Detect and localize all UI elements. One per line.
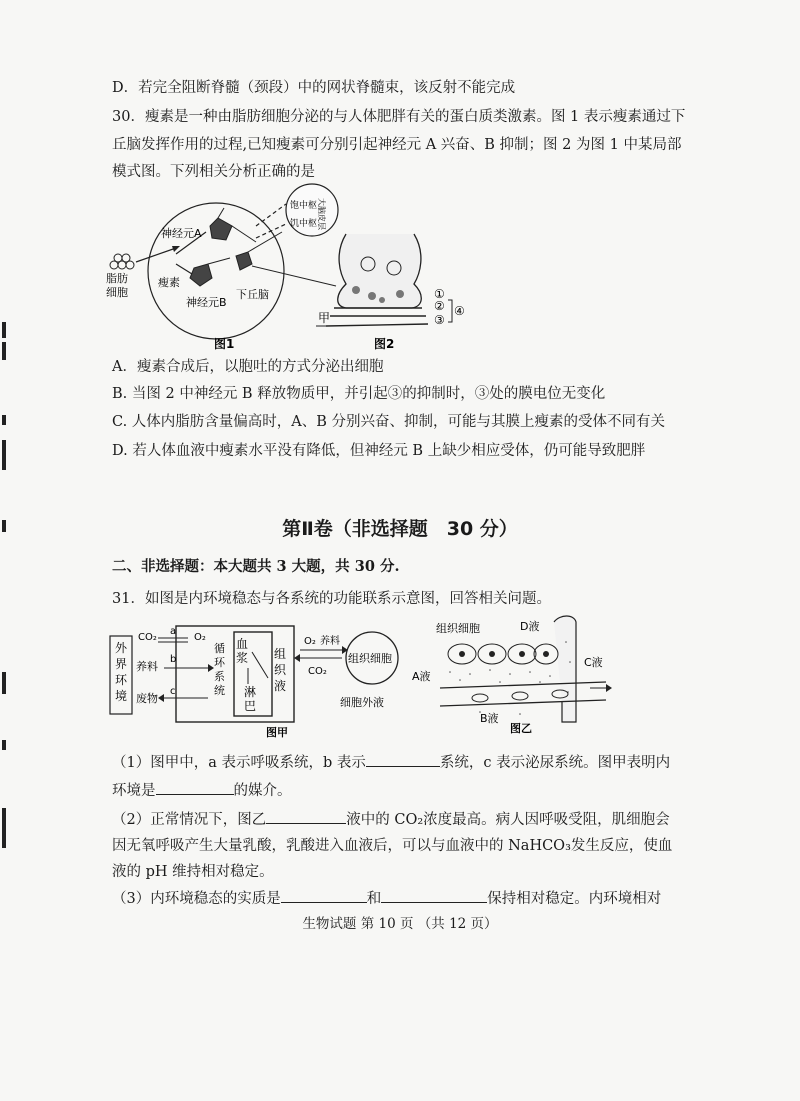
lymph-char: 淋 [244,685,257,699]
waste-label: 废物 [136,692,158,705]
outer-env-char: 环 [115,673,128,687]
extracellular-label: 细胞外液 [340,696,384,709]
q30-option-a: A．瘦素合成后，以胞吐的方式分泌出细胞 [112,359,384,375]
label-neuron-b: 神经元B [186,296,227,309]
fig-yi-caption: 图乙 [510,722,532,735]
q31-p2-line1 [112,809,670,830]
section-2-heading: 二、非选择题：本大题共 3 大题，共 30 分. [112,558,400,575]
system-c-label: c [170,686,176,697]
q31-figure-jia [108,622,420,744]
fig1-caption: 图1 [214,337,235,351]
fig2-mark-1: ① [434,287,445,301]
label-cortex: 大脑皮层 [317,198,326,230]
q31-p2-text: （2）正常情况下，图乙 [112,812,267,828]
binding-mark [2,672,6,694]
q31-stem: 31．如图是内环境稳态与各系统的功能联系示意图，回答相关问题。 [112,591,551,607]
neuron-b-icon [190,258,230,286]
q30-figure-1 [106,186,346,356]
fig-yi-a-fluid: A液 [412,670,431,683]
fig-jia-caption: 图甲 [266,726,288,739]
co2-right-label: CO₂ [308,666,327,677]
binding-mark [2,415,6,425]
page-footer: 生物试题 第 10 页 （共 12 页） [302,916,498,932]
q31-p1-text: （1）图甲中，a 表示呼吸系统，b 表示 [112,755,366,771]
q31-p1-text: 环境是 [112,783,156,799]
label-neuron-a: 神经元A [161,227,202,240]
fig-yi-b-fluid: B液 [480,712,499,725]
q30-figure-2 [316,234,476,356]
q31-p2-line2: 因无氧呼吸产生大量乳酸，乳酸进入血液后，可以与血液中的 NaHCO₃发生反应，使血 [112,838,673,854]
label-hypothalamus: 下丘脑 [236,288,269,301]
circ-char: 循 [214,642,225,655]
label-fat: 脂肪 [106,272,128,285]
binding-mark [2,342,6,360]
q31-p3-text: 和 [366,891,382,907]
answer-blank[interactable] [156,780,234,795]
q31-p1-line1 [112,752,670,773]
circ-char: 统 [214,684,225,697]
fig2-mark-3: ③ [434,313,445,327]
outer-env-char: 外 [115,641,128,655]
answer-blank[interactable] [266,809,346,824]
q31-p3-text: 保持相对稳定。内环境相对 [487,891,662,907]
q31-p3-text: （3）内环境稳态的实质是 [112,891,281,907]
fig-yi-d-fluid: D液 [520,620,540,633]
q31-p3-line1 [112,888,661,909]
fig2-mark-4: ④ [454,304,465,318]
tissue-fluid-char: 液 [274,679,287,693]
label-hunger: 饥中枢 [290,219,318,229]
fig2-caption: 图2 [374,337,395,351]
fig-yi-c-fluid: C液 [584,656,603,669]
outer-env-char: 境 [115,689,128,703]
label-leptin: 瘦素 [158,276,180,289]
q30-option-b: B. 当图 2 中神经元 B 释放物质甲，并引起③的抑制时，③处的膜电位无变化 [112,386,606,402]
q30-stem-line1: 30．瘦素是一种由脂肪细胞分泌的与人体肥胖有关的蛋白质类激素。图 1 表示瘦素通过下 [112,109,686,125]
nutrients-right-label: 养料 [320,636,340,647]
binding-mark [2,322,6,338]
neuron-a-icon [210,208,256,242]
q31-p1-text: 的媒介。 [233,783,292,799]
q30-option-d: D. 若人体血液中瘦素水平没有降低，但神经元 B 上缺少相应受体，仍可能导致肥胖 [112,443,646,459]
q30-stem-line3: 模式图。下列相关分析正确的是 [112,164,315,180]
q31-p1-text: 系统，c 表示泌尿系统。图甲表明内 [439,755,671,771]
nutrients-label: 养料 [136,660,158,673]
o2-label: O₂ [194,632,206,643]
binding-mark [2,808,6,848]
q31-p2-text: 液中的 CO₂浓度最高。病人因呼吸受阻，肌细胞会 [346,812,670,828]
label-cell: 细胞 [106,286,128,299]
outer-env-char: 界 [115,657,128,671]
fig2-label-jia: 甲 [318,311,331,325]
binding-mark [2,440,6,470]
system-a-label: a [170,626,177,637]
q29-option-d: D．若完全阻断脊髓（颈段）中的网状脊髓束，该反射不能完成 [112,80,516,96]
o2-right-label: O₂ [304,636,316,647]
co2-label: CO₂ [138,632,157,643]
lymph-char: 巴 [244,699,257,713]
plasma-char: 浆 [236,651,249,665]
answer-blank[interactable] [381,888,487,903]
tissue-fluid-char: 织 [274,663,287,677]
system-b-label: b [170,654,177,665]
q30-option-c: C. 人体内脂肪含量偏高时，A、B 分别兴奋、抑制，可能与其膜上瘦素的受体不同有关 [112,414,666,430]
tissue-cell-label: 组织细胞 [348,652,392,665]
fig-yi-tissue-cell: 组织细胞 [436,622,480,635]
answer-blank[interactable] [281,888,367,903]
fig2-mark-2: ② [434,299,445,313]
q30-stem-line2: 丘脑发挥作用的过程,已知瘦素可分别引起神经元 A 兴奋、B 抑制；图 2 为图 1 中某局部 [112,137,682,153]
circ-char: 环 [214,656,225,669]
tissue-fluid-char: 组 [274,647,287,661]
plasma-char: 血 [236,637,249,651]
binding-mark [2,740,6,750]
answer-blank[interactable] [366,752,440,767]
fat-cell-icon [110,254,134,269]
q31-p2-line3: 液的 pH 维持相对稳定。 [112,864,274,880]
section-2-title: 第Ⅱ卷（非选择题 30 分） [282,518,518,540]
label-satiety: 饱中枢 [290,201,318,211]
circ-char: 系 [214,670,225,683]
q31-p1-line2 [112,780,292,801]
q31-figure-yi [412,612,620,738]
